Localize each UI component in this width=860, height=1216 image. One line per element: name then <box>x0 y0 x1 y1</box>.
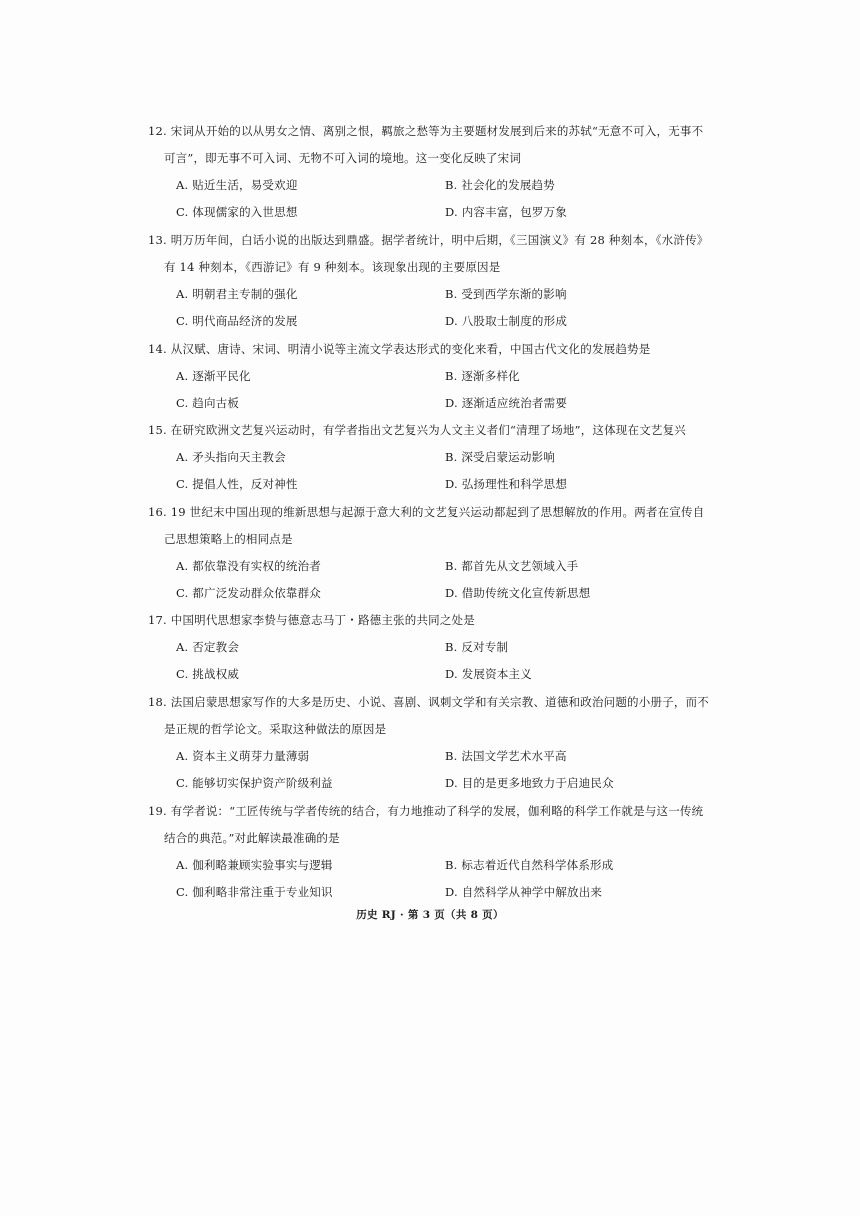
q19-stem-line-1: 19. 有学者说：“工匠传统与学者传统的结合，有力地推动了科学的发展，伽利略的科学工作就是与这一传统 <box>148 804 704 818</box>
q13-option-b: B. 受到西学东渐的影响 <box>445 287 567 301</box>
q13-option-c: C. 明代商品经济的发展 <box>176 314 298 328</box>
q14-option-c: C. 趋向古板 <box>176 396 240 410</box>
q12-option-a: A. 贴近生活，易受欢迎 <box>176 178 298 192</box>
q15-option-b: B. 深受启蒙运动影响 <box>445 450 555 464</box>
q14-option-b: B. 逐渐多样化 <box>445 369 520 383</box>
q12-stem-line-1: 12. 宋词从开始的以从男女之情、离别之恨，羁旅之愁等为主要题材发展到后来的苏轼“无意不可入，无事不 <box>148 124 704 138</box>
q17-option-d: D. 发展资本主义 <box>445 667 532 681</box>
q19-option-b: B. 标志着近代自然科学体系形成 <box>445 858 614 872</box>
q15-stem-line-1: 15. 在研究欧洲文艺复兴运动时，有学者指出文艺复兴为人文主义者们“清理了场地”，这体现在文艺复兴 <box>148 423 686 437</box>
q15-option-c: C. 提倡人性，反对神性 <box>176 477 298 491</box>
q19-option-d: D. 自然科学从神学中解放出来 <box>445 885 603 899</box>
q18-option-b: B. 法国文学艺术水平高 <box>445 749 567 763</box>
q16-option-c: C. 都广泛发动群众依靠群众 <box>176 586 321 600</box>
q17-option-c: C. 挑战权威 <box>176 667 240 681</box>
q13-option-a: A. 明朝君主专制的强化 <box>176 287 298 301</box>
q17-option-b: B. 反对专制 <box>445 640 509 654</box>
q15-option-a: A. 矛头指向天主教会 <box>176 450 286 464</box>
q12-option-d: D. 内容丰富，包罗万象 <box>445 205 568 219</box>
q12-stem-line-2: 可言”，即无事不可入词、无物不可入词的境地。这一变化反映了宋词 <box>164 151 522 165</box>
q16-option-b: B. 都首先从文艺领域入手 <box>445 559 579 573</box>
q14-option-a: A. 逐渐平民化 <box>176 369 251 383</box>
q16-stem-line-2: 己思想策略上的相同点是 <box>164 532 293 546</box>
q19-stem-line-2: 结合的典范。”对此解读最准确的是 <box>164 831 340 845</box>
q12-option-c: C. 体现儒家的入世思想 <box>176 205 298 219</box>
q18-option-a: A. 资本主义萌芽力量薄弱 <box>176 749 310 763</box>
q13-stem-line-1: 13. 明万历年间，白话小说的出版达到鼎盛。据学者统计，明中后期，《三国演义》有 28 种刻本，《水浒传》 <box>148 233 709 247</box>
q17-stem-line-1: 17. 中国明代思想家李贽与德意志马丁・路德主张的共同之处是 <box>148 613 475 627</box>
q16-option-a: A. 都依靠没有实权的统治者 <box>176 559 321 573</box>
q13-stem-line-2: 有 14 种刻本，《西游记》有 9 种刻本。该现象出现的主要原因是 <box>164 260 501 274</box>
q19-option-a: A. 伽利略兼顾实验事实与逻辑 <box>176 858 333 872</box>
q17-option-a: A. 否定教会 <box>176 640 240 654</box>
q13-option-d: D. 八股取士制度的形成 <box>445 314 568 328</box>
q14-option-d: D. 逐渐适应统治者需要 <box>445 396 568 410</box>
q16-stem-line-1: 16. 19 世纪末中国出现的维新思想与起源于意大利的文艺复兴运动都起到了思想解放的作用。两者在宣传自 <box>148 505 705 519</box>
q15-option-d: D. 弘扬理性和科学思想 <box>445 477 568 491</box>
q18-stem-line-1: 18. 法国启蒙思想家写作的大多是历史、小说、喜剧、讽刺文学和有关宗教、道德和政治问题的小册子，而不 <box>148 695 709 709</box>
q12-option-b: B. 社会化的发展趋势 <box>445 178 555 192</box>
q18-stem-line-2: 是正规的哲学论文。采取这种做法的原因是 <box>164 722 387 736</box>
q14-stem-line-1: 14. 从汉赋、唐诗、宋词、明清小说等主流文学表达形式的变化来看，中国古代文化的发展趋势是 <box>148 342 651 356</box>
page-footer: 历史 RJ · 第 3 页（共 8 页） <box>356 909 504 921</box>
q19-option-c: C. 伽利略非常注重于专业知识 <box>176 885 333 899</box>
q16-option-d: D. 借助传统文化宣传新思想 <box>445 586 591 600</box>
q18-option-c: C. 能够切实保护资产阶级利益 <box>176 776 333 790</box>
q18-option-d: D. 目的是更多地致力于启迪民众 <box>445 776 614 790</box>
